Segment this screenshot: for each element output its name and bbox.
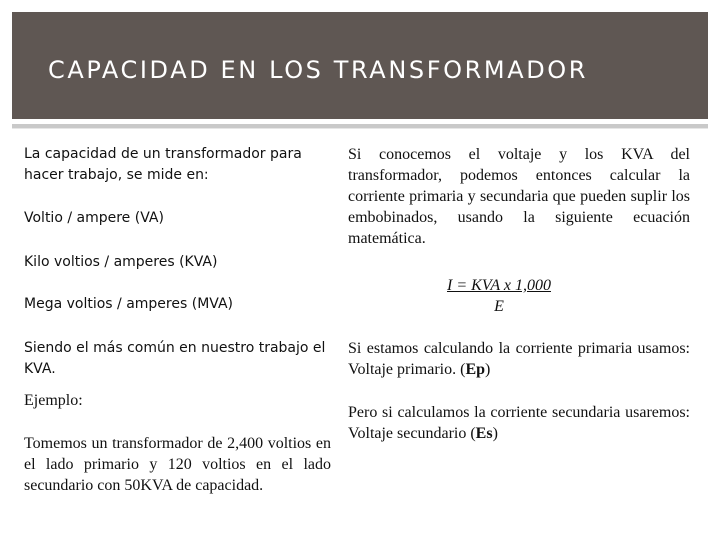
secondary-current-sentence: Pero si calculamos la corriente secundaria usaremos: Voltaje secundario ( <box>348 404 690 442</box>
formula-numerator: I = KVA x 1,000 <box>447 277 551 294</box>
slide-title: CAPACIDAD EN LOS TRANSFORMADOR <box>48 56 589 84</box>
right-intro-text: Si conocemos el voltaje y los KVA del transformador, podemos entonces calcular la corriente primaria y secundaria que pueden suplir los embobinados, usando la siguiente ecuación matemática. <box>348 146 690 247</box>
unit-va-text: Voltio / ampere (VA) <box>24 210 164 226</box>
primary-voltage-symbol: Ep <box>465 361 486 378</box>
left-intro-text: La capacidad de un transformador para hacer trabajo, se mide en: <box>24 146 302 183</box>
common-unit-text: Siendo el más común en nuestro trabajo el KVA. <box>24 340 326 377</box>
current-formula <box>348 275 650 317</box>
unit-mva-text: Mega voltios / amperes (MVA) <box>24 296 233 312</box>
example-label: Ejemplo: <box>24 392 83 409</box>
unit-kva-text: Kilo voltios / amperes (KVA) <box>24 254 218 270</box>
primary-current-close: ) <box>485 361 491 378</box>
secondary-voltage-symbol: Es <box>475 425 493 442</box>
secondary-current-close: ) <box>492 425 498 442</box>
primary-current-text <box>348 338 690 380</box>
example-body-text: Tomemos un transformador de 2,400 voltios en el lado primario y 120 voltios en el lado secundario con 50KVA de capacidad. <box>24 435 331 494</box>
formula-denominator: E <box>494 298 504 315</box>
title-divider-shadow <box>12 128 708 129</box>
primary-current-sentence: Si estamos calculando la corriente primaria usamos: Voltaje primario. ( <box>348 340 690 378</box>
secondary-current-text <box>348 402 690 444</box>
